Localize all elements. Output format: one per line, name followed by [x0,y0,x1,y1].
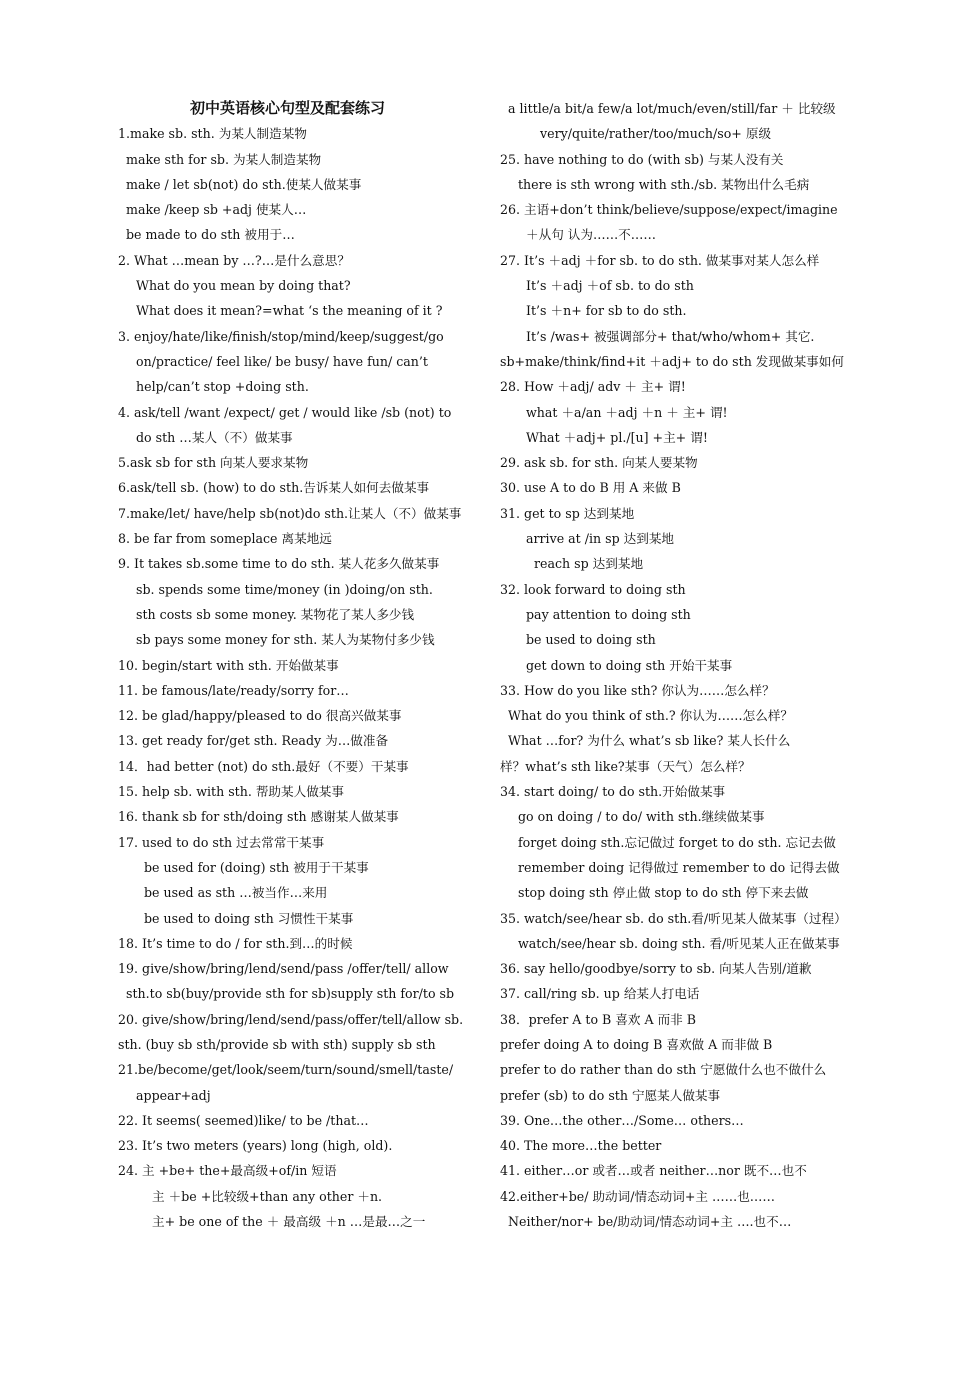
text-line: 3. enjoy/hate/like/finish/stop/mind/keep/suggest/go [118,328,444,344]
text-line: 样？what’s sth like?某事（天气）怎么样？ [500,758,751,774]
text-line: 9. It takes sb.some time to do sth. 某人花多久做某事 [118,556,440,572]
text-line: do sth …某人（不）做某事 [136,429,293,445]
text-line: 31. get to sp 达到某地 [500,505,635,521]
text-line: 21.be/become/get/look/seem/turn/sound/smell/taste/ [118,1062,454,1078]
text-line: there is sth wrong with sth./sb. 某物出什么毛病 [518,176,810,192]
text-line: What does it mean?=what ‘s the meaning of it ? [136,303,443,319]
text-line: 1.make sb. sth. 为某人制造某物 [118,126,307,142]
text-line: 39. One…the other…/Some… others… [500,1112,744,1128]
text-line: prefer (sb) to do sth 宁愿某人做某事 [500,1087,721,1103]
text-line: 33. How do you like sth? 你认为……怎么样？ [500,682,775,698]
text-line: make sth for sb. 为某人制造某物 [126,151,322,167]
text-line: 28. How ＋adj/ adv ＋ 主+ 谓! [500,379,686,395]
text-line: 38．prefer A to B 喜欢 A 而非 B [500,1011,697,1027]
text-line: 主 ＋be +比较级+than any other ＋n. [152,1188,383,1204]
text-line: 23. It’s two meters (years) long (high, old). [118,1138,393,1154]
text-line: 5.ask sb for sth 向某人要求某物 [118,455,309,471]
text-line: arrive at /in sp 达到某地 [526,531,675,547]
text-line: prefer doing A to doing B 喜欢做 A 而非做 B [500,1036,773,1052]
text-line: on/practice/ feel like/ be busy/ have fun/ can’t [136,353,428,369]
text-line: 10. begin/start with sth. 开始做某事 [118,657,339,673]
text-line: help/can’t stop +doing sth. [136,379,309,395]
text-line: Neither/nor+ be/助动词/情态动词+主 ….也不… [508,1214,792,1230]
text-line: 30. use A to do B 用 A 来做 B [500,480,681,496]
text-line: be used to doing sth 习惯性干某事 [144,910,354,926]
text-line: 15. help sb. with sth. 帮助某人做某事 [118,784,344,800]
text-line: pay attention to doing sth [526,606,691,622]
text-line: sth.to sb(buy/provide sth for sb)supply sth for/to sb [126,986,455,1002]
text-line: 16. thank sb for sth/doing sth 感谢某人做某事 [118,809,399,825]
text-line: very/quite/rather/too/much/so+ 原级 [540,126,772,142]
text-line: 14．had better (not) do sth.最好（不要）干某事 [118,758,409,774]
text-line: What do you mean by doing that? [136,278,351,294]
text-line: 22. It seems( seemed)like/ to be /that… [118,1112,369,1128]
text-line: 35. watch/see/hear sb. do sth.看/听见某人做某事（过程） [500,910,847,926]
text-line: reach sp 达到某地 [534,556,644,572]
text-line: get down to doing sth 开始干某事 [526,657,733,673]
text-line: sb+make/think/find+it ＋adj+ to do sth 发现做某事如何 [500,353,844,369]
left-column [118,96,490,1234]
text-line: prefer to do rather than do sth 宁愿做什么也不做什么 [500,1062,827,1078]
text-line: 40. The more…the better [500,1138,662,1154]
text-line: 24. 主 +be+ the+最高级+of/in 短语 [118,1163,337,1179]
text-line: 6.ask/tell sb. (how) to do sth.告诉某人如何去做某事 [118,480,430,496]
text-line: 29. ask sb. for sth. 向某人要某物 [500,455,698,471]
text-line: go on doing / to do/ with sth.继续做某事 [518,809,765,825]
text-line: make /keep sb +adj 使某人… [126,202,307,218]
text-line: What …for? 为什么 what’s sb like? 某人长什么 [508,733,791,749]
text-line: 32. look forward to doing sth [500,581,686,597]
text-line: 18. It’s time to do / for sth.到…的时候 [118,935,353,951]
text-line: be used to doing sth [526,632,656,648]
text-line: 13. get ready for/get sth. Ready 为…做准备 [118,733,389,749]
text-line: sb. spends some time/money (in )doing/on sth. [136,581,433,597]
text-line: 41. either…or 或者…或者 neither…nor 既不…也不 [500,1163,807,1179]
text-line: watch/see/hear sb. doing sth. 看/听见某人正在做某事 [518,935,840,951]
text-line: 主+ be one of the ＋ 最高级 ＋n …是最…之一 [152,1214,426,1230]
text-line: 27. It’s ＋adj ＋for sb. to do sth. 做某事对某人怎么样 [500,252,820,268]
text-line: 34. start doing/ to do sth.开始做某事 [500,784,726,800]
text-line: appear+adj [136,1087,211,1103]
text-line: What ＋adj+ pl./[u] +主+ 谓! [526,429,708,445]
text-line: sb pays some money for sth. 某人为某物付多少钱 [136,632,435,648]
document-title: 初中英语核心句型及配套练习 [190,99,386,117]
text-line: 11. be famous/late/ready/sorry for… [118,682,349,698]
text-line: It’s ＋n+ for sb to do sth. [526,303,687,319]
text-line: It’s /was+ 被强调部分+ that/who/whom+ 其它. [526,328,815,344]
text-line: a little/a bit/a few/a lot/much/even/still/far ＋ 比较级 [508,101,836,116]
text-line: 20. give/show/bring/lend/send/pass/offer/tell/allow sb. [118,1011,464,1027]
text-line: 36. say hello/goodbye/sorry to sb. 向某人告别/道歉 [500,961,812,977]
text-line: 7.make/let/ have/help sb(not)do sth.让某人（不）做某事 [118,505,462,521]
text-line: make / let sb(not) do sth.使某人做某事 [126,176,362,192]
text-line: remember doing 记得做过 remember to do 记得去做 [518,859,840,875]
text-line: what ＋a/an ＋adj ＋n ＋ 主+ 谓! [526,404,728,420]
text-line: stop doing sth 停止做 stop to do sth 停下来去做 [518,885,809,901]
text-line: What do you think of sth.? 你认为……怎么样？ [508,708,794,724]
text-line: 37. call/ring sb. up 给某人打电话 [500,986,700,1002]
text-line: be used for (doing) sth 被用于干某事 [144,859,369,875]
text-line: ＋从句 认为……不…… [526,227,656,243]
text-line: forget doing sth.忘记做过 forget to do sth. 忘记去做 [518,834,836,850]
text-line: be made to do sth 被用于… [126,227,295,243]
text-line: 4. ask/tell /want /expect/ get / would like /sb (not) to [118,404,452,420]
text-line: It’s ＋adj ＋of sb. to do sth [526,278,694,294]
text-line: 19. give/show/bring/lend/send/pass /offer/tell/ allow [118,961,449,977]
text-line: 8. be far from someplace 离某地远 [118,531,332,547]
text-line: 2. What …mean by …?…是什么意思？ [118,252,350,268]
text-line: be used as sth …被当作…来用 [144,885,328,901]
right-column [500,96,872,1234]
text-line: 42.either+be/ 助动词/情态动词+主 ……也…… [500,1188,775,1204]
text-line: 26. 主语+don’t think/believe/suppose/expect/imagine [500,202,838,218]
text-line: sth. (buy sb sth/provide sb with sth) supply sb sth [118,1036,436,1052]
text-line: 17. used to do sth 过去常常干某事 [118,834,325,850]
text-line: 12. be glad/happy/pleased to do 很高兴做某事 [118,708,402,724]
text-line: sth costs sb some money. 某物花了某人多少钱 [136,606,415,622]
text-line: 25. have nothing to do (with sb) 与某人没有关 [500,151,784,167]
